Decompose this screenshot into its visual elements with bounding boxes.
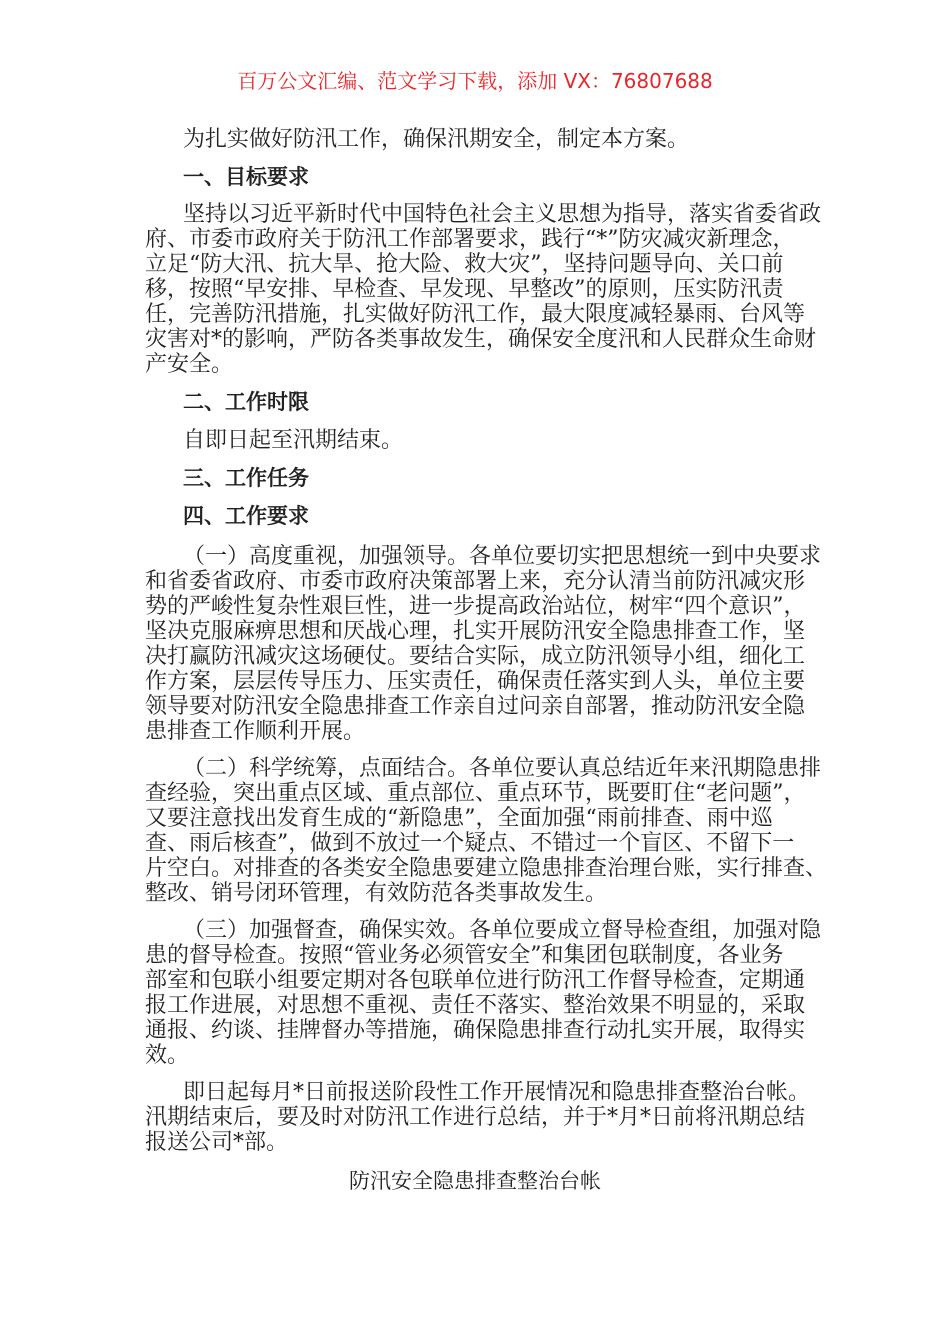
text-line: 报送公司*部。 [145,1130,289,1155]
requirement-3-paragraph [145,918,825,1068]
text-line: 部室和包联小组要定期对各包联单位进行防汛工作督导检查，定期通 [145,968,806,993]
heading-goals: 一、目标要求 [183,165,309,189]
text-line: 即日起每月*日前报送阶段性工作开展情况和隐患排查整治台帐。 [183,1080,811,1105]
text-line: 查、雨后核查”，做到不放过一个疑点、不错过一个盲区、不留下一 [145,831,795,856]
text-line: 自即日起至汛期结束。 [183,428,404,453]
report-paragraph [145,1080,825,1155]
time-paragraph [145,428,825,453]
heading-time-limit: 二、工作时限 [183,390,309,414]
watermark-banner: 百万公文汇编、范文学习下载，添加 VX：76807688 [237,69,713,93]
goal-paragraph [145,202,825,377]
text-line: （二）科学统筹，点面结合。各单位要认真总结近年来汛期隐患排 [183,756,822,781]
text-line: 通报、约谈、挂牌督办等措施，确保隐患排查行动扎实开展，取得实 [145,1018,806,1043]
text-line: 灾害对*的影响，严防各类事故发生，确保安全度汛和人民群众生命财 [145,327,817,352]
text-line: 整改、销号闭环管理，有效防范各类事故发生。 [145,881,608,906]
text-line: 作方案，层层传导压力、压实责任，确保责任落实到人头，单位主要 [145,669,806,694]
text-line: 片空白。对排查的各类安全隐患要建立隐患排查治理台账，实行排查、 [145,856,828,881]
text-line: 产安全。 [145,352,234,377]
text-line: 和省委省政府、市委市政府决策部署上来，充分认清当前防汛减灾形 [145,569,806,594]
text-line: 坚持以习近平新时代中国特色社会主义思想为指导，落实省委省政 [183,202,822,227]
text-line: 立足“防大汛、抗大旱、抢大险、救大灾”，坚持问题导向、关口前 [145,252,784,277]
text-line: 又要注意找出发育生成的“新隐患”，全面加强“雨前排查、雨中巡 [145,806,773,831]
text-line: 查经验，突出重点区域、重点部位、重点环节，既要盯住“老问题”， [145,781,806,806]
text-line: 患排查工作顺利开展。 [145,719,366,744]
table-caption: 防汛安全隐患排查整治台帐 [349,1169,601,1193]
text-line: （三）加强督查，确保实效。各单位要成立督导检查组，加强对隐 [183,918,822,943]
requirement-1-paragraph [145,544,825,744]
text-line: 领导要对防汛安全隐患排查工作亲自过问亲自部署，推动防汛安全隐 [145,694,806,719]
text-line: 为扎实做好防汛工作，确保汛期安全，制定本方案。 [183,127,690,152]
text-line: 决打赢防汛减灾这场硬仗。要结合实际，成立防汛领导小组，细化工 [145,644,806,669]
text-line: 府、市委市政府关于防汛工作部署要求，践行“*”防灾减灾新理念， [145,227,795,252]
text-line: 汛期结束后，要及时对防汛工作进行总结，并于*月*日前将汛期总结 [145,1105,806,1130]
text-line: 坚决克服麻痹思想和厌战心理，扎实开展防汛安全隐患排查工作，坚 [145,619,806,644]
text-line: 移，按照“早安排、早检查、早发现、早整改”的原则，压实防汛责 [145,277,784,302]
text-line: 报工作进展，对思想不重视、责任不落实、整治效果不明显的，采取 [145,993,806,1018]
text-line: （一）高度重视，加强领导。各单位要切实把思想统一到中央要求 [183,544,822,569]
text-line: 任，完善防汛措施，扎实做好防汛工作，最大限度减轻暴雨、台风等 [145,302,806,327]
intro-paragraph [145,127,825,152]
heading-tasks: 三、工作任务 [183,466,309,490]
heading-requirements: 四、工作要求 [183,504,309,528]
text-line: 势的严峻性复杂性艰巨性，进一步提高政治站位，树牢“四个意识”， [145,594,806,619]
requirement-2-paragraph [145,756,828,906]
text-line: 效。 [145,1043,190,1068]
text-line: 患的督导检查。按照“管业务必须管安全”和集团包联制度，各业务 [145,943,784,968]
